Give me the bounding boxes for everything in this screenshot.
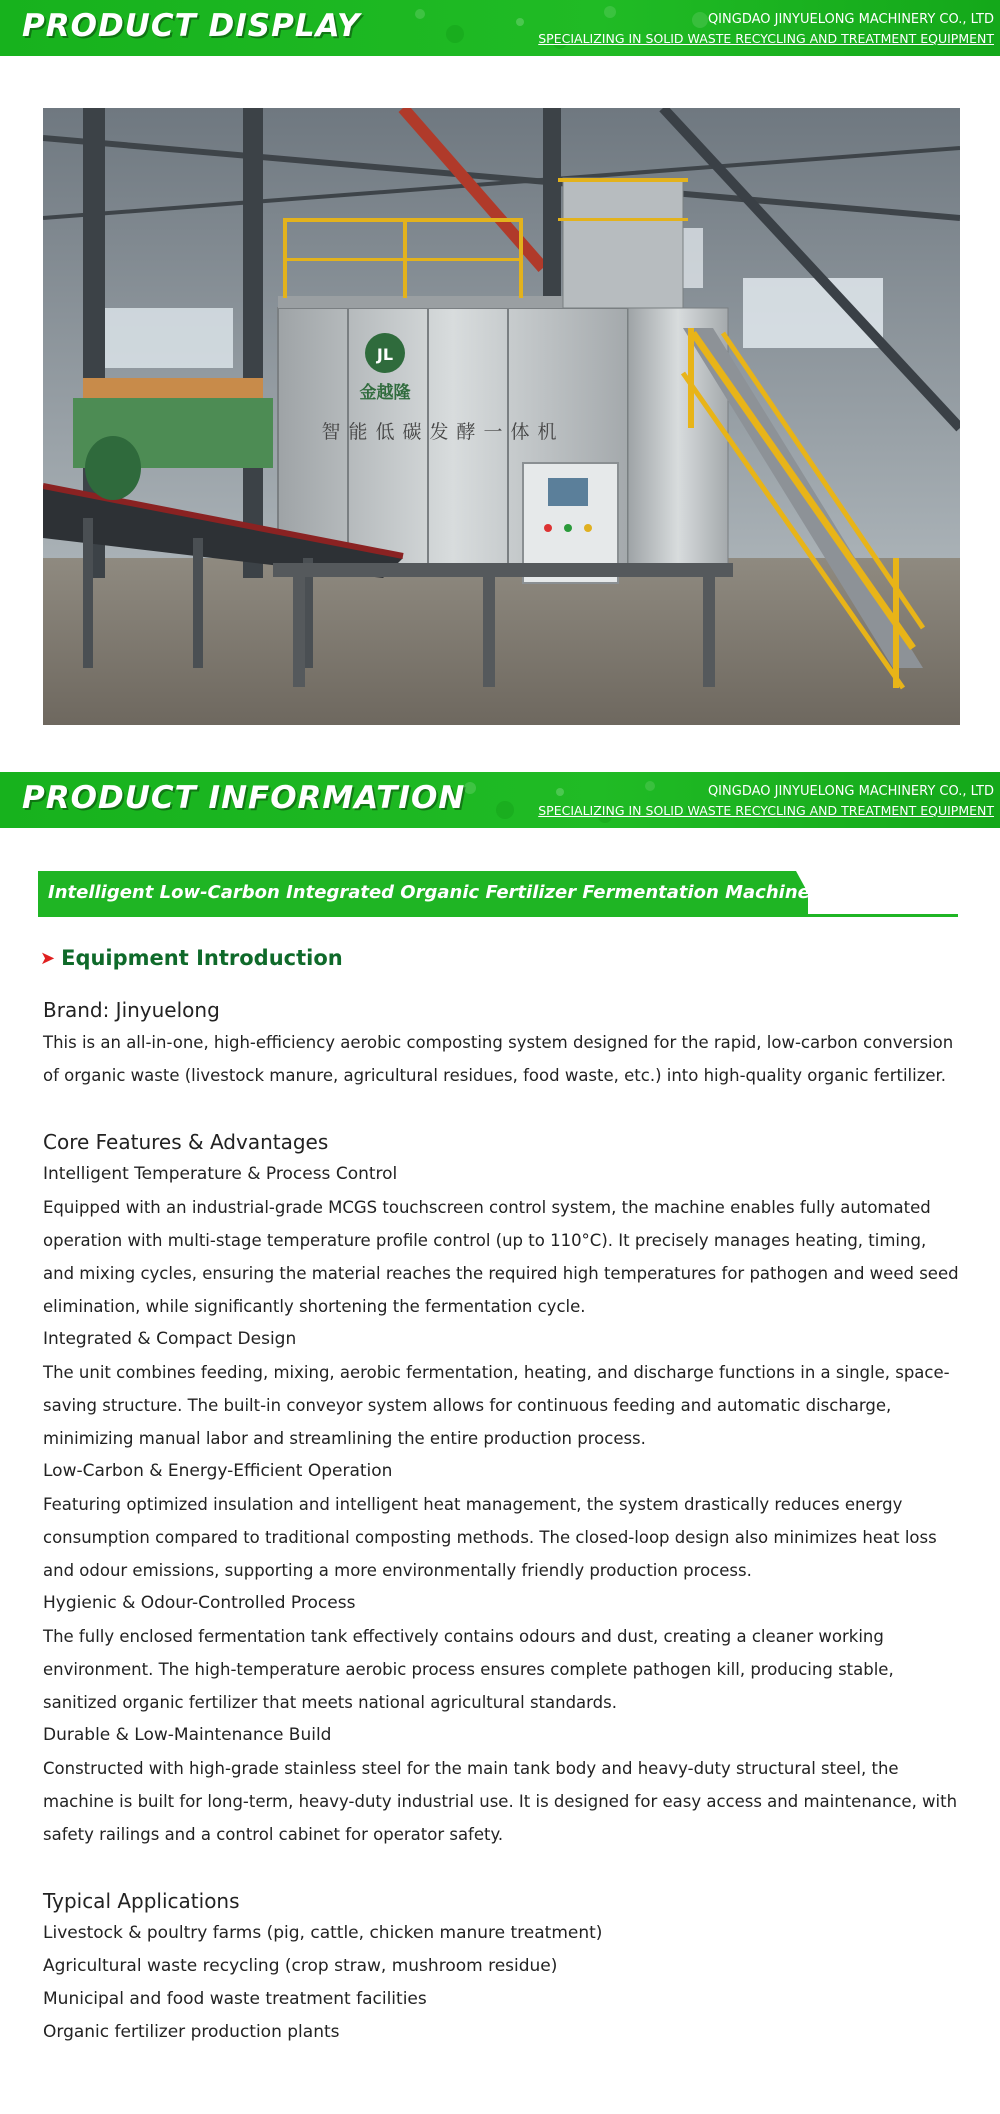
banner-title: PRODUCT INFORMATION (22, 780, 466, 816)
feature-title: Hygienic & Odour-Controlled Process (43, 1593, 356, 1613)
banner-company-block (538, 782, 994, 820)
feature-text: Featuring optimized insulation and intelligent heat management, the system drastically reduces energy consumption compared to traditional composting methods. The closed-loop design also minimizes heat loss and odour emissions, supporting a more environmentally friendly production process. (43, 1495, 937, 1580)
feature-text: The fully enclosed fermentation tank effectively contains odours and dust, creating a cleaner working environment. The high-temperature aerobic process ensures complete pathogen kill, producing stable, sanitized organic fertilizer that meets national agricultural standards. (43, 1627, 894, 1712)
application-item: Organic fertilizer production plants (43, 2022, 340, 2042)
feature-text: Equipped with an industrial-grade MCGS touchscreen control system, the machine enables fully automated operation with multi-stage temperature profile control (up to 110°C). It precisely manages heating, timing, and mixing cycles, ensuring the material reaches the required high temperatures for pathogen and weed seed elimination, while significantly shortening the fermentation cycle. (43, 1198, 959, 1316)
arrow-right-icon: ➤ (40, 947, 56, 969)
feature-text: The unit combines feeding, mixing, aerobic fermentation, heating, and discharge functions in a single, space-saving structure. The built-in conveyor system allows for continuous feeding and automatic discharge, minimizing manual labor and streamlining the entire production process. (43, 1363, 950, 1448)
product-title: Intelligent Low-Carbon Integrated Organic Fertilizer Fermentation Machine (48, 882, 810, 903)
company-name: QINGDAO JINYUELONG MACHINERY CO., LTD (707, 784, 994, 799)
product-information-banner (0, 772, 1000, 828)
application-item: Municipal and food waste treatment facilities (43, 1989, 427, 2009)
section-title: Equipment Introduction (61, 946, 343, 970)
fermentation-machine-illustration (43, 108, 960, 725)
features-heading: Core Features & Advantages (43, 1130, 329, 1154)
product-display-banner (0, 0, 1000, 56)
product-title-ribbon (38, 871, 958, 919)
photo-brand-mark: 金越隆 (359, 383, 411, 403)
feature-title: Intelligent Temperature & Process Control (43, 1164, 398, 1184)
product-description (43, 994, 961, 2049)
product-photo (43, 108, 960, 725)
feature-title: Integrated & Compact Design (43, 1329, 297, 1349)
brand-line: Brand: Jinyuelong (43, 998, 220, 1022)
application-item: Agricultural waste recycling (crop straw, mushroom residue) (43, 1956, 558, 1976)
applications-heading: Typical Applications (43, 1889, 240, 1913)
application-item: Livestock & poultry farms (pig, cattle, chicken manure treatment) (43, 1923, 603, 1943)
feature-text: Constructed with high-grade stainless steel for the main tank body and heavy-duty structural steel, the machine is built for long-term, heavy-duty industrial use. It is designed for easy access and maintenance, with safety railings and a control cabinet for operator safety. (43, 1759, 958, 1844)
banner-title: PRODUCT DISPLAY (22, 8, 361, 44)
banner-company-block (538, 10, 994, 48)
feature-title: Durable & Low-Maintenance Build (43, 1725, 332, 1745)
photo-machine-label: 智能低碳发酵一体机 (321, 421, 565, 443)
svg-text:JL: JL (376, 345, 394, 364)
company-tagline: SPECIALIZING IN SOLID WASTE RECYCLING AND TREATMENT EQUIPMENT (538, 31, 994, 46)
company-name: QINGDAO JINYUELONG MACHINERY CO., LTD (707, 12, 994, 27)
company-tagline: SPECIALIZING IN SOLID WASTE RECYCLING AND TREATMENT EQUIPMENT (538, 803, 994, 818)
intro-paragraph: This is an all-in-one, high-efficiency aerobic composting system designed for the rapid, low-carbon conversion of organic waste (livestock manure, agricultural residues, food waste, etc.) into high-quality organic fertilizer. (43, 1033, 954, 1085)
section-heading (40, 946, 343, 970)
ribbon-underline (38, 914, 958, 917)
feature-title: Low-Carbon & Energy-Efficient Operation (43, 1461, 393, 1481)
